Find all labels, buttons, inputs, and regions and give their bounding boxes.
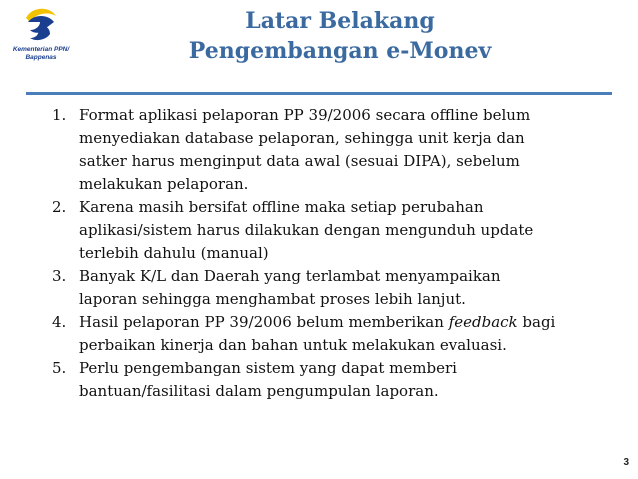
page-number: 3 [623,457,629,468]
logo-line-1: Kementerian PPN/ [12,46,70,53]
list-item-line: perbaikan kinerja dan bahan untuk melakukan evaluasi. [79,336,507,354]
list-item-line: Karena masih bersifat offline maka setiap perubahan [79,198,484,216]
list-item-number: 3. [52,267,67,285]
list-item [44,104,610,196]
list-item [44,196,610,265]
list-item-line: bantuan/fasilitasi dalam pengumpulan laporan. [79,382,439,400]
list-item-text: Hasil pelaporan PP 39/2006 belum memberikan [79,313,449,331]
list-item-line: menyediakan database pelaporan, sehingga unit kerja dan [79,129,525,147]
list-item [44,265,610,311]
list-item-line [79,311,610,334]
list-item-number: 2. [52,198,67,216]
list-item-number: 4. [52,313,67,331]
list-item-line: aplikasi/sistem harus dilakukan dengan mengunduh update [79,221,534,239]
list-item-line: satker harus menginput data awal (sesuai DIPA), sebelum [79,152,520,170]
slide-title [150,6,530,66]
bappenas-emblem-icon [20,4,62,46]
list-item-number: 1. [52,106,67,124]
title-divider [26,92,612,95]
title-line-1: Latar Belakang [245,8,435,34]
logo-line-2: Bappenas [25,54,57,61]
list-item-number: 5. [52,359,67,377]
logo-text [6,46,76,62]
list-item-line: laporan sehingga menghambat proses lebih lanjut. [79,290,466,308]
list-item-line: Perlu pengembangan sistem yang dapat memberi [79,359,457,377]
list-item-line: Format aplikasi pelaporan PP 39/2006 secara offline belum [79,106,531,124]
list-item-text: bagi [517,313,556,331]
list-item [44,357,610,403]
title-line-2: Pengembangan e-Monev [188,38,492,64]
emphasized-term: feedback [448,313,518,331]
bappenas-logo [6,4,76,64]
list-item-line: Banyak K/L dan Daerah yang terlambat menyampaikan [79,267,501,285]
list-item-line: melakukan pelaporan. [79,175,249,193]
list-item [44,311,610,357]
numbered-list [44,104,610,403]
list-item-line: terlebih dahulu (manual) [79,244,269,262]
